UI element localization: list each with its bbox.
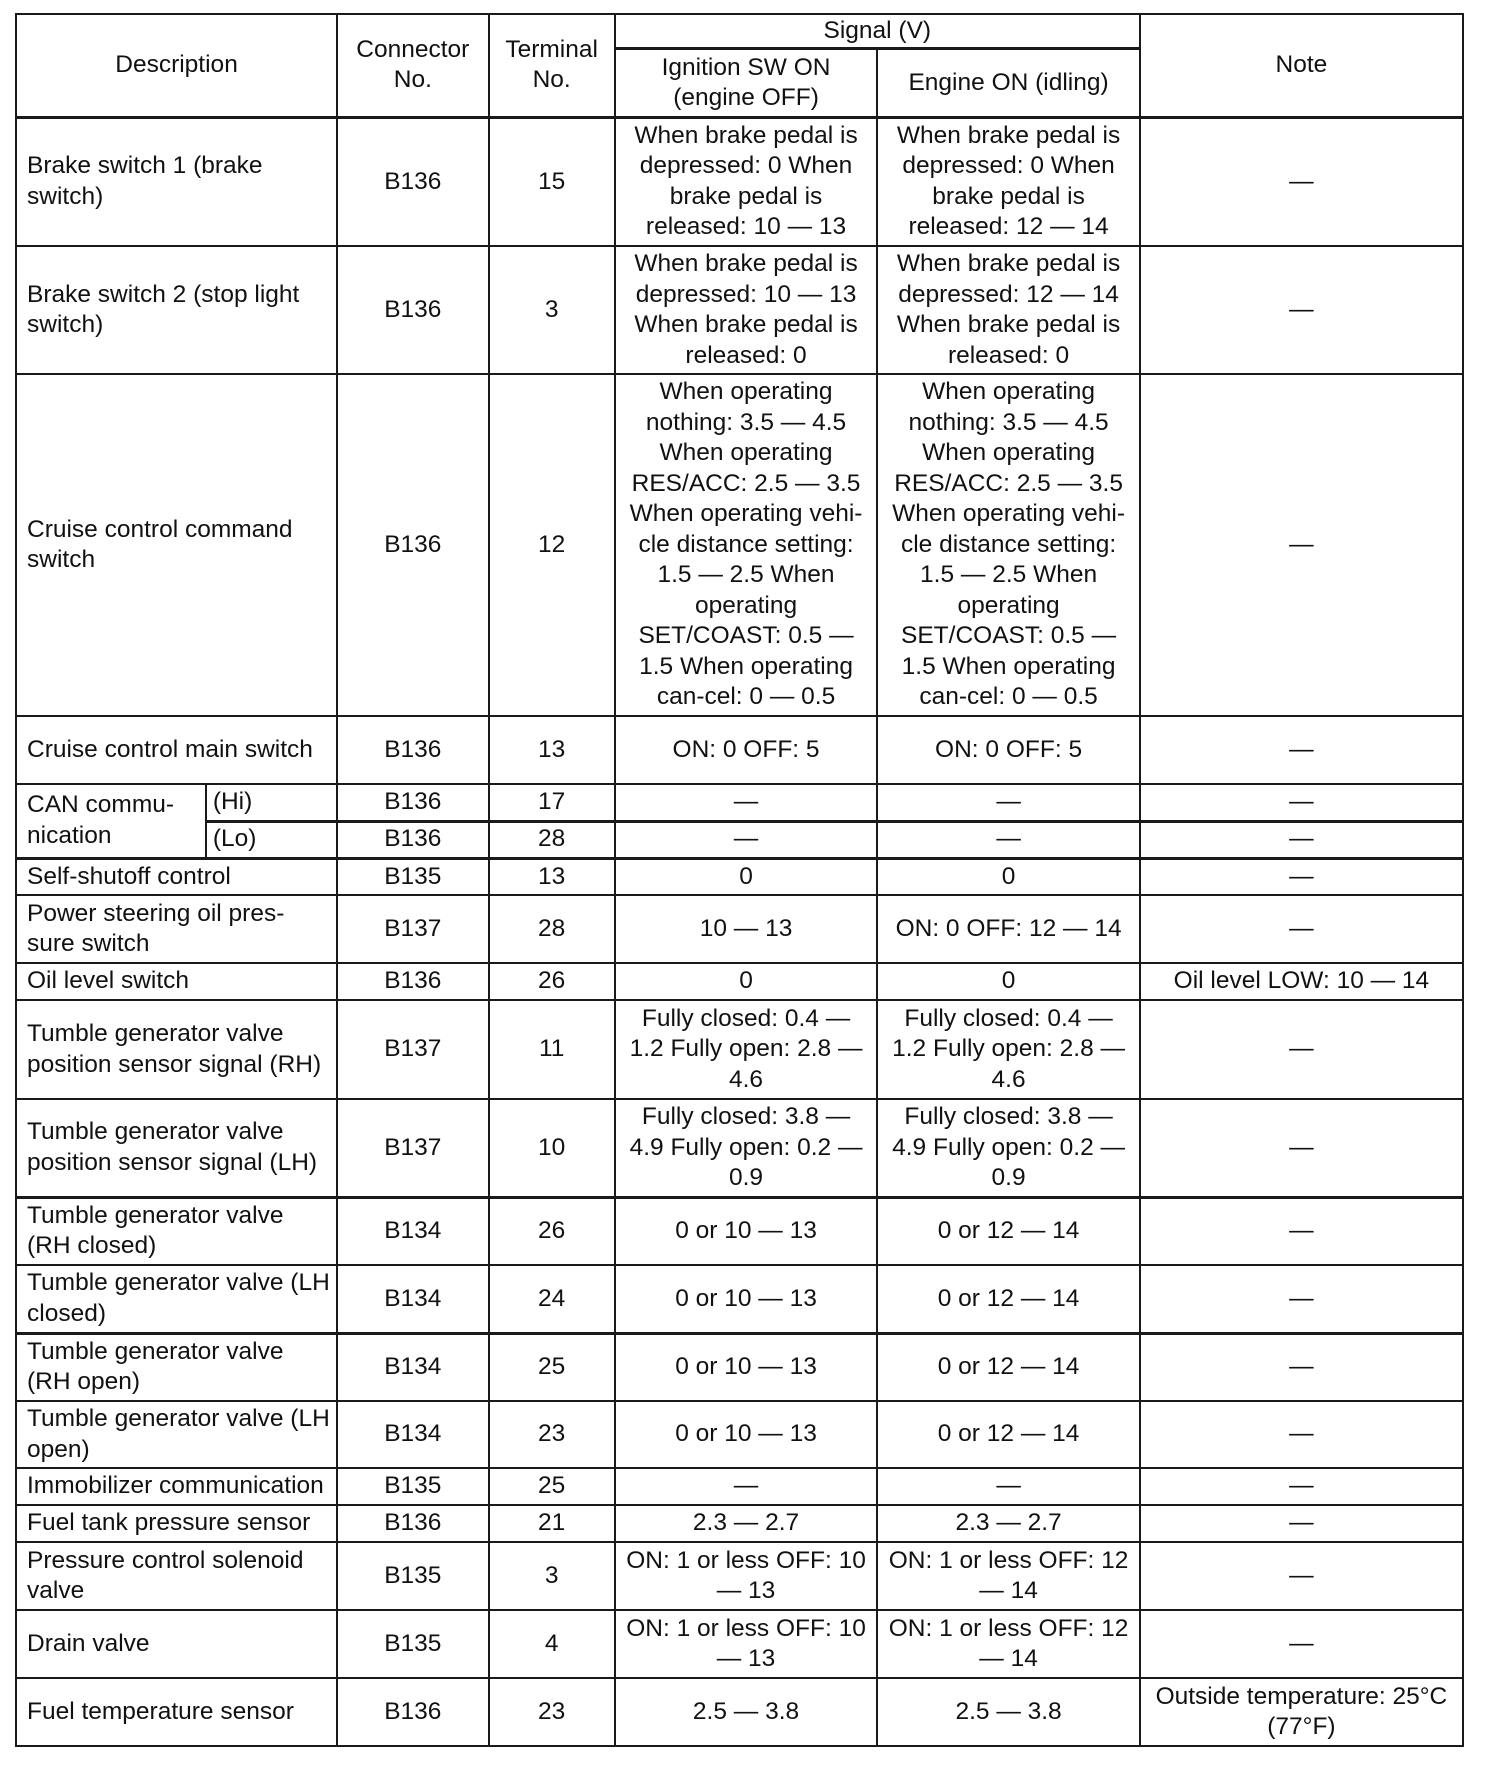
header-signal: Signal (V): [615, 14, 1140, 48]
row-signal-engine: 0: [877, 963, 1140, 1000]
row-terminal: 28: [489, 895, 615, 963]
row-description: Tumble generator valve (RH open): [16, 1333, 337, 1401]
row-description: Pressure control solenoid valve: [16, 1542, 337, 1610]
row-signal-ignition: Fully closed: 3.8 — 4.9 Fully open: 0.2 — 0.9: [615, 1099, 878, 1197]
header-connector-no: Connector No.: [337, 14, 488, 117]
signal-spec-table: [15, 13, 1464, 1747]
table-row: [16, 1505, 1463, 1542]
row-note: —: [1140, 1000, 1463, 1099]
row-note: —: [1140, 1197, 1463, 1265]
row-signal-engine: ON: 0 OFF: 5: [877, 716, 1140, 784]
row-note: Oil level LOW: 10 — 14: [1140, 963, 1463, 1000]
row-sub-lo: (Lo): [206, 821, 337, 858]
row-signal-ignition: —: [615, 821, 878, 858]
row-connector: B136: [337, 117, 488, 246]
row-note: —: [1140, 1265, 1463, 1333]
row-connector: B136: [337, 784, 488, 821]
row-connector: B136: [337, 821, 488, 858]
row-note: —: [1140, 1505, 1463, 1542]
row-terminal: 21: [489, 1505, 615, 1542]
row-terminal: 13: [489, 858, 615, 895]
row-description-can: CAN commu-nication: [16, 784, 206, 858]
row-terminal: 23: [489, 1401, 615, 1468]
row-signal-ignition: ON: 0 OFF: 5: [615, 716, 878, 784]
row-signal-ignition: When operating nothing: 3.5 — 4.5 When operating RES/ACC: 2.5 — 3.5 When operating vehi-cle distance setting: 1.5 — 2.5 When operating SET/COAST: 0.5 — 1.5 When operating can-cel: 0 — 0.5: [615, 374, 878, 716]
row-signal-ignition: When brake pedal is depressed: 10 — 13 When brake pedal is released: 0: [615, 246, 878, 374]
row-terminal: 25: [489, 1468, 615, 1505]
row-signal-engine: When operating nothing: 3.5 — 4.5 When operating RES/ACC: 2.5 — 3.5 When operating vehi-cle distance setting: 1.5 — 2.5 When operating SET/COAST: 0.5 — 1.5 When operating can-cel: 0 — 0.5: [877, 374, 1140, 716]
header-note: Note: [1140, 14, 1463, 117]
row-terminal: 17: [489, 784, 615, 821]
row-connector: B135: [337, 1542, 488, 1610]
row-description: Cruise control main switch: [16, 716, 337, 784]
table-row: [16, 895, 1463, 963]
row-note: —: [1140, 1401, 1463, 1468]
row-signal-ignition: ON: 1 or less OFF: 10 — 13: [615, 1610, 878, 1678]
row-connector: B136: [337, 246, 488, 374]
table-row: [16, 374, 1463, 716]
row-terminal: 12: [489, 374, 615, 716]
row-signal-ignition: When brake pedal is depressed: 0 When brake pedal is released: 10 — 13: [615, 117, 878, 246]
row-signal-ignition: 2.5 — 3.8: [615, 1678, 878, 1746]
row-connector: B134: [337, 1265, 488, 1333]
row-connector: B136: [337, 374, 488, 716]
row-terminal: 15: [489, 117, 615, 246]
row-terminal: 10: [489, 1099, 615, 1197]
row-note: —: [1140, 1610, 1463, 1678]
header-engine-on: Engine ON (idling): [877, 48, 1140, 117]
row-description: Fuel tank pressure sensor: [16, 1505, 337, 1542]
table-row: [16, 1542, 1463, 1610]
table-row: [16, 963, 1463, 1000]
row-signal-ignition: 0 or 10 — 13: [615, 1197, 878, 1265]
row-note: —: [1140, 117, 1463, 246]
row-note: —: [1140, 1099, 1463, 1197]
row-connector: B134: [337, 1333, 488, 1401]
row-description: Tumble generator valve (RH closed): [16, 1197, 337, 1265]
table-row: [16, 1000, 1463, 1099]
row-signal-engine: Fully closed: 3.8 — 4.9 Fully open: 0.2 — 0.9: [877, 1099, 1140, 1197]
row-signal-engine: 0 or 12 — 14: [877, 1401, 1140, 1468]
row-signal-engine: ON: 0 OFF: 12 — 14: [877, 895, 1140, 963]
row-connector: B134: [337, 1401, 488, 1468]
row-terminal: 26: [489, 1197, 615, 1265]
table-row: [16, 1468, 1463, 1505]
row-connector: B136: [337, 1678, 488, 1746]
row-connector: B137: [337, 895, 488, 963]
row-terminal: 24: [489, 1265, 615, 1333]
row-description: Tumble generator valve position sensor signal (LH): [16, 1099, 337, 1197]
table-row: [16, 1333, 1463, 1401]
row-description: Self-shutoff control: [16, 858, 337, 895]
row-signal-engine: 0 or 12 — 14: [877, 1333, 1140, 1401]
row-connector: B137: [337, 1099, 488, 1197]
row-terminal: 25: [489, 1333, 615, 1401]
table-row: [16, 1265, 1463, 1333]
row-terminal: 23: [489, 1678, 615, 1746]
row-description: Fuel temperature sensor: [16, 1678, 337, 1746]
row-note: —: [1140, 246, 1463, 374]
row-connector: B136: [337, 716, 488, 784]
table-row: [16, 246, 1463, 374]
row-signal-engine: ON: 1 or less OFF: 12 — 14: [877, 1610, 1140, 1678]
table-row: [16, 784, 1463, 821]
table-row: [16, 1678, 1463, 1746]
row-terminal: 13: [489, 716, 615, 784]
table-row: [16, 858, 1463, 895]
row-description: Power steering oil pres-sure switch: [16, 895, 337, 963]
row-signal-engine: 0 or 12 — 14: [877, 1197, 1140, 1265]
row-signal-engine: 2.3 — 2.7: [877, 1505, 1140, 1542]
row-note: —: [1140, 895, 1463, 963]
row-terminal: 3: [489, 1542, 615, 1610]
row-signal-ignition: 0 or 10 — 13: [615, 1401, 878, 1468]
row-note: —: [1140, 821, 1463, 858]
row-signal-engine: 2.5 — 3.8: [877, 1678, 1140, 1746]
row-note: —: [1140, 858, 1463, 895]
header-description: Description: [16, 14, 337, 117]
row-connector: B135: [337, 858, 488, 895]
row-description: Drain valve: [16, 1610, 337, 1678]
row-signal-engine: When brake pedal is depressed: 0 When brake pedal is released: 12 — 14: [877, 117, 1140, 246]
row-connector: B135: [337, 1468, 488, 1505]
row-signal-engine: —: [877, 784, 1140, 821]
row-description: Cruise control command switch: [16, 374, 337, 716]
row-description: Tumble generator valve (LH closed): [16, 1265, 337, 1333]
row-description: Immobilizer communication: [16, 1468, 337, 1505]
row-note: —: [1140, 1333, 1463, 1401]
row-signal-ignition: Fully closed: 0.4 — 1.2 Fully open: 2.8 — 4.6: [615, 1000, 878, 1099]
row-signal-ignition: 0: [615, 963, 878, 1000]
row-signal-ignition: 0: [615, 858, 878, 895]
row-signal-ignition: 0 or 10 — 13: [615, 1265, 878, 1333]
table-row: [16, 1610, 1463, 1678]
table-row: [16, 117, 1463, 246]
row-note: —: [1140, 1468, 1463, 1505]
row-signal-ignition: 10 — 13: [615, 895, 878, 963]
table-row: [16, 821, 1463, 858]
row-sub-hi: (Hi): [206, 784, 337, 821]
table-row: [16, 1197, 1463, 1265]
row-terminal: 11: [489, 1000, 615, 1099]
row-terminal: 3: [489, 246, 615, 374]
row-signal-engine: Fully closed: 0.4 — 1.2 Fully open: 2.8 — 4.6: [877, 1000, 1140, 1099]
row-note: —: [1140, 374, 1463, 716]
row-connector: B136: [337, 1505, 488, 1542]
row-signal-engine: ON: 1 or less OFF: 12 — 14: [877, 1542, 1140, 1610]
row-signal-engine: 0 or 12 — 14: [877, 1265, 1140, 1333]
row-signal-engine: When brake pedal is depressed: 12 — 14 When brake pedal is released: 0: [877, 246, 1140, 374]
row-connector: B137: [337, 1000, 488, 1099]
row-signal-ignition: —: [615, 1468, 878, 1505]
row-signal-ignition: 2.3 — 2.7: [615, 1505, 878, 1542]
table-row: [16, 1099, 1463, 1197]
row-description: Tumble generator valve (LH open): [16, 1401, 337, 1468]
row-signal-ignition: —: [615, 784, 878, 821]
row-signal-ignition: ON: 1 or less OFF: 10 — 13: [615, 1542, 878, 1610]
row-connector: B134: [337, 1197, 488, 1265]
table-row: [16, 716, 1463, 784]
row-note: —: [1140, 1542, 1463, 1610]
row-description: Brake switch 1 (brake switch): [16, 117, 337, 246]
row-signal-engine: —: [877, 821, 1140, 858]
row-signal-ignition: 0 or 10 — 13: [615, 1333, 878, 1401]
table-row: [16, 1401, 1463, 1468]
row-signal-engine: 0: [877, 858, 1140, 895]
row-description: Tumble generator valve position sensor signal (RH): [16, 1000, 337, 1099]
row-terminal: 28: [489, 821, 615, 858]
header-terminal-no: Terminal No.: [489, 14, 615, 117]
row-note: —: [1140, 716, 1463, 784]
row-signal-engine: —: [877, 1468, 1140, 1505]
row-note: Outside temperature: 25°C (77°F): [1140, 1678, 1463, 1746]
row-terminal: 26: [489, 963, 615, 1000]
row-connector: B136: [337, 963, 488, 1000]
row-description: Brake switch 2 (stop light switch): [16, 246, 337, 374]
row-terminal: 4: [489, 1610, 615, 1678]
row-note: —: [1140, 784, 1463, 821]
row-connector: B135: [337, 1610, 488, 1678]
row-description: Oil level switch: [16, 963, 337, 1000]
header-ignition-sw-on: Ignition SW ON (engine OFF): [615, 48, 878, 117]
